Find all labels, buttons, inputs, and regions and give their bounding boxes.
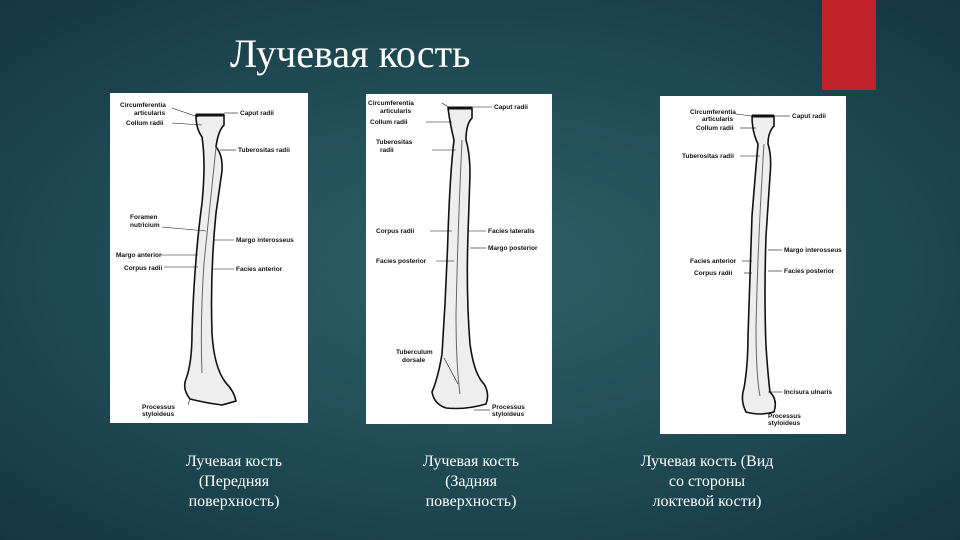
- label-facies-anterior: Facies anterior: [236, 266, 283, 273]
- caption-line: со стороны: [668, 473, 746, 490]
- label-circumferentia: Circumferentia: [120, 102, 166, 109]
- label-caput-radii: Caput radii: [494, 104, 528, 111]
- label-tuberositas-radii: Tuberositas radii: [682, 153, 734, 160]
- caption-line: Лучевая кость: [422, 453, 520, 470]
- label-tuberculum: Tuberculum: [396, 349, 433, 356]
- label-tuberositas: Tuberositas: [376, 139, 413, 146]
- radius-anterior-illustration: [110, 93, 308, 423]
- caption-line: (Передняя: [198, 473, 270, 490]
- label-margo-interosseus: Margo interosseus: [236, 237, 294, 244]
- label-styloideus: styloideus: [768, 420, 801, 427]
- label-facies-posterior: Facies posterior: [376, 258, 427, 265]
- label-facies-posterior: Facies posterior: [784, 268, 835, 275]
- label-styloideus: styloideus: [492, 411, 525, 418]
- accent-bar: [822, 0, 876, 90]
- caption-line: (Задняя: [445, 473, 497, 490]
- label-caput-radii: Caput radii: [240, 110, 274, 117]
- figure-ulnar-side: [660, 96, 846, 434]
- label-facies-anterior: Facies anterior: [690, 258, 737, 265]
- label-nutricium: nutricium: [130, 222, 160, 229]
- label-incisura-ulnaris: Incisura ulnaris: [784, 389, 833, 396]
- caption-ulnar-side: [596, 452, 818, 512]
- label-corpus-radii: Corpus radii: [124, 265, 163, 272]
- label-circumferentia: Circumferentia: [368, 100, 414, 107]
- label-tuberositas-radii: Tuberositas radii: [238, 147, 290, 154]
- caption-line: Лучевая кость: [185, 453, 283, 470]
- caption-line: поверхность): [188, 493, 280, 510]
- label-margo-anterior: Margo anterior: [116, 252, 162, 259]
- label-articularis: articularis: [702, 116, 734, 123]
- label-dorsale: dorsale: [402, 357, 426, 364]
- label-processus: Processus: [768, 413, 801, 420]
- caption-line: поверхность): [425, 493, 517, 510]
- label-processus: Processus: [142, 404, 175, 411]
- label-corpus-radii: Corpus radii: [376, 228, 415, 235]
- label-margo-interosseus: Margo interosseus: [784, 247, 842, 254]
- label-circumferentia: Circumferentia: [690, 109, 736, 116]
- caption-line: Лучевая кость (Вид: [640, 453, 774, 470]
- caption-line: локтевой кости): [652, 493, 762, 510]
- figure-posterior: [366, 94, 552, 424]
- label-collum-radii: Collum radii: [126, 120, 164, 127]
- caption-anterior: [134, 452, 334, 512]
- radius-ulnar-side-illustration: [660, 96, 846, 434]
- label-articularis: articularis: [134, 110, 166, 117]
- label-caput-radii: Caput radii: [792, 113, 826, 120]
- label-radii: radii: [380, 147, 394, 154]
- figure-anterior: [110, 93, 308, 423]
- slide-title: Лучевая кость: [230, 31, 471, 76]
- label-articularis: articularis: [380, 108, 412, 115]
- label-collum-radii: Collum radii: [370, 119, 408, 126]
- label-corpus-radii: Corpus radii: [694, 270, 733, 277]
- radius-posterior-illustration: [366, 94, 552, 424]
- label-processus: Processus: [492, 404, 525, 411]
- label-styloideus: styloideus: [142, 411, 175, 418]
- label-foramen: Foramen: [130, 214, 158, 221]
- label-facies-lateralis: Facies lateralis: [488, 228, 535, 235]
- label-margo-posterior: Margo posterior: [488, 245, 538, 252]
- caption-posterior: [371, 452, 571, 512]
- label-collum-radii: Collum radii: [696, 125, 734, 132]
